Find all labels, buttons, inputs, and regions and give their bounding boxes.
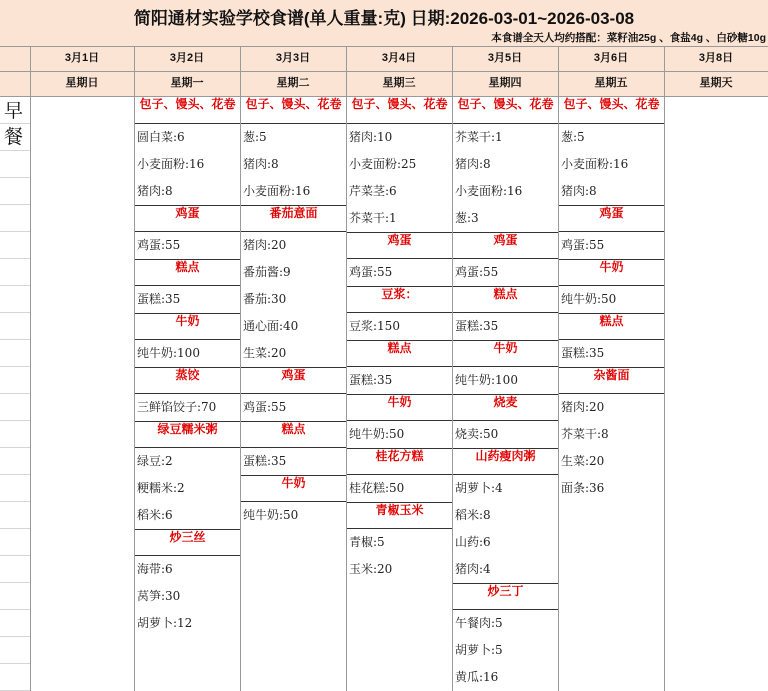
- ingredient-item: 葱:3: [455, 211, 479, 225]
- ingredient-item: 鸡蛋:55: [243, 400, 287, 414]
- dish-name: 鸡蛋: [241, 367, 346, 394]
- ingredient-item: 青椒:5: [349, 535, 385, 549]
- dish-name: 豆浆：: [347, 286, 452, 313]
- dish-name: 牛奶: [347, 394, 452, 421]
- ingredient-item: 猪肉:10: [349, 130, 393, 144]
- ingredient-item: 胡萝卜:5: [455, 643, 503, 657]
- ingredient-item: 鸡蛋:55: [137, 238, 181, 252]
- ingredient-item: 圆白菜:6: [137, 130, 185, 144]
- ingredient-item: 小麦面粉:16: [137, 157, 205, 171]
- ingredient-item: 午餐肉:5: [455, 616, 503, 630]
- ingredient-item: 芥菜干:8: [561, 427, 609, 441]
- ingredient-item: 小麦面粉:25: [349, 157, 417, 171]
- row-guide-line: [0, 150, 30, 151]
- meal-label: [4, 98, 28, 150]
- day-column: [559, 97, 664, 502]
- ingredient-item: 猪肉:8: [561, 184, 597, 198]
- dish-name: 绿豆糯米粥: [135, 421, 240, 448]
- ingredient-item: 鸡蛋:55: [349, 265, 393, 279]
- dish-name: 炒三丝: [135, 529, 240, 556]
- row-guide-line: [0, 258, 30, 259]
- ingredient-item: 猪肉:4: [455, 562, 491, 576]
- ingredient-item: 纯牛奶:100: [137, 346, 200, 360]
- dish-name: 包子、馒头、花卷: [453, 97, 558, 124]
- dish-name: 蒸饺: [135, 367, 240, 394]
- dish-name: 烧麦: [453, 394, 558, 421]
- ingredient-item: 玉米:20: [349, 562, 393, 576]
- dish-name: 包子、馒头、花卷: [135, 97, 240, 124]
- dish-name: 糕点: [347, 340, 452, 367]
- ingredient-item: 胡萝卜:12: [137, 616, 193, 630]
- ingredient-item: 稻米:6: [137, 508, 173, 522]
- dish-name: 青椒玉米: [347, 502, 452, 529]
- date-header: 3月8日: [698, 52, 734, 64]
- dish-name: 山药瘦肉粥: [453, 448, 558, 475]
- row-guide-line: [0, 339, 30, 340]
- dish-name: 包子、馒头、花卷: [347, 97, 452, 124]
- row-guide-line: [0, 312, 30, 313]
- row-guide-line: [0, 177, 30, 178]
- ingredient-item: 纯牛奶:50: [243, 508, 299, 522]
- ingredient-item: 葱:5: [243, 130, 267, 144]
- ingredient-item: 猪肉:8: [455, 157, 491, 171]
- day-column: [453, 97, 558, 691]
- dish-name: 鸡蛋: [453, 232, 558, 259]
- ingredient-item: 胡萝卜:4: [455, 481, 503, 495]
- weekday-header: 星期二: [276, 77, 310, 89]
- dish-name: 牛奶: [453, 340, 558, 367]
- weekday-header: 星期四: [488, 77, 522, 89]
- ingredient-item: 芥菜干:1: [349, 211, 397, 225]
- ingredient-item: 蛋糕:35: [349, 373, 393, 387]
- dish-name: 杂酱面: [559, 367, 664, 394]
- row-guide-line: [0, 204, 30, 205]
- ingredient-item: 桂花糕:50: [349, 481, 405, 495]
- ingredient-item: 山药:6: [455, 535, 491, 549]
- dish-name: 牛奶: [559, 259, 664, 286]
- ingredient-item: 小麦面粉:16: [455, 184, 523, 198]
- ingredient-item: 纯牛奶:50: [561, 292, 617, 306]
- date-header: 3月5日: [487, 52, 523, 64]
- row-guide-line: [0, 609, 30, 610]
- ingredient-item: 烧卖:50: [455, 427, 499, 441]
- dish-name: 牛奶: [135, 313, 240, 340]
- column-divider: [664, 46, 665, 691]
- date-header: 3月6日: [593, 52, 629, 64]
- ingredient-item: 芥菜干:1: [455, 130, 503, 144]
- ingredient-item: 纯牛奶:100: [455, 373, 518, 387]
- ingredient-item: 蛋糕:35: [455, 319, 499, 333]
- dish-name: 番茄意面: [241, 205, 346, 232]
- row-guide-line: [0, 582, 30, 583]
- row-guide-line: [0, 366, 30, 367]
- row-guide-line: [0, 663, 30, 664]
- ingredient-item: 通心面:40: [243, 319, 299, 333]
- day-column: [241, 97, 346, 529]
- row-guide-line: [0, 447, 30, 448]
- dish-name: 糕点: [241, 421, 346, 448]
- dish-name: 桂花方糕: [347, 448, 452, 475]
- row-guide-line: [0, 420, 30, 421]
- ingredient-item: 黄瓜:16: [455, 670, 499, 684]
- ingredient-item: 莴笋:30: [137, 589, 181, 603]
- row-guide-line: [0, 231, 30, 232]
- date-header: 3月3日: [275, 52, 311, 64]
- ingredient-item: 小麦面粉:16: [561, 157, 629, 171]
- ingredient-item: 鸡蛋:55: [455, 265, 499, 279]
- weekday-header: 星期一: [170, 77, 204, 89]
- row-guide-line: [0, 393, 30, 394]
- dish-name: 鸡蛋: [135, 205, 240, 232]
- header-mid-line: [0, 71, 768, 72]
- ingredient-item: 猪肉:20: [243, 238, 287, 252]
- row-guide-line: [0, 285, 30, 286]
- ingredient-item: 蛋糕:35: [561, 346, 605, 360]
- ingredient-item: 猪肉:8: [243, 157, 279, 171]
- dish-name: 牛奶: [241, 475, 346, 502]
- dish-name: 炒三丁: [453, 583, 558, 610]
- dish-name: 糕点: [135, 259, 240, 286]
- ingredient-item: 生菜:20: [243, 346, 287, 360]
- ingredient-item: 绿豆:2: [137, 454, 173, 468]
- weekday-header: 星期五: [594, 77, 628, 89]
- ingredient-item: 小麦面粉:16: [243, 184, 311, 198]
- weekday-header: 星期天: [699, 77, 733, 89]
- ingredient-item: 面条:36: [561, 481, 605, 495]
- date-header: 3月2日: [169, 52, 205, 64]
- ingredient-item: 鸡蛋:55: [561, 238, 605, 252]
- day-column: [135, 97, 240, 637]
- header-top-line: [0, 46, 768, 47]
- ingredient-item: 葱:5: [561, 130, 585, 144]
- date-header: 3月4日: [381, 52, 417, 64]
- ingredient-item: 芹菜茎:6: [349, 184, 397, 198]
- ingredient-item: 纯牛奶:50: [349, 427, 405, 441]
- column-divider: [30, 46, 31, 691]
- ingredient-item: 海带:6: [137, 562, 173, 576]
- weekday-header: 星期日: [65, 77, 99, 89]
- ingredient-item: 蛋糕:35: [243, 454, 287, 468]
- ingredient-item: 稻米:8: [455, 508, 491, 522]
- row-guide-line: [0, 501, 30, 502]
- dish-name: 糕点: [453, 286, 558, 313]
- row-guide-line: [0, 474, 30, 475]
- dish-name: 鸡蛋: [347, 232, 452, 259]
- ingredient-item: 粳糯米:2: [137, 481, 185, 495]
- ingredient-item: 番茄:30: [243, 292, 287, 306]
- row-guide-line: [0, 528, 30, 529]
- row-guide-line: [0, 555, 30, 556]
- weekday-header: 星期三: [382, 77, 416, 89]
- condiment-note: 本食谱全天人均约搭配：菜籽油25g 、食盐4g 、白砂糖10g: [491, 32, 766, 44]
- ingredient-item: 生菜:20: [561, 454, 605, 468]
- dish-name: 包子、馒头、花卷: [559, 97, 664, 124]
- day-column: [347, 97, 452, 583]
- ingredient-item: 猪肉:8: [137, 184, 173, 198]
- ingredient-item: 三鲜馅饺子:70: [137, 400, 217, 414]
- ingredient-item: 豆浆:150: [349, 319, 400, 333]
- dish-name: 鸡蛋: [559, 205, 664, 232]
- date-header: 3月1日: [64, 52, 100, 64]
- row-guide-line: [0, 636, 30, 637]
- ingredient-item: 蛋糕:35: [137, 292, 181, 306]
- meal-label-text: 早餐: [4, 100, 24, 148]
- ingredient-item: 番茄酱:9: [243, 265, 291, 279]
- page-title: 简阳通材实验学校食谱(单人重量:克) 日期:2026-03-01~2026-03-08: [133, 9, 635, 28]
- ingredient-item: 猪肉:20: [561, 400, 605, 414]
- dish-name: 包子、馒头、花卷: [241, 97, 346, 124]
- dish-name: 糕点: [559, 313, 664, 340]
